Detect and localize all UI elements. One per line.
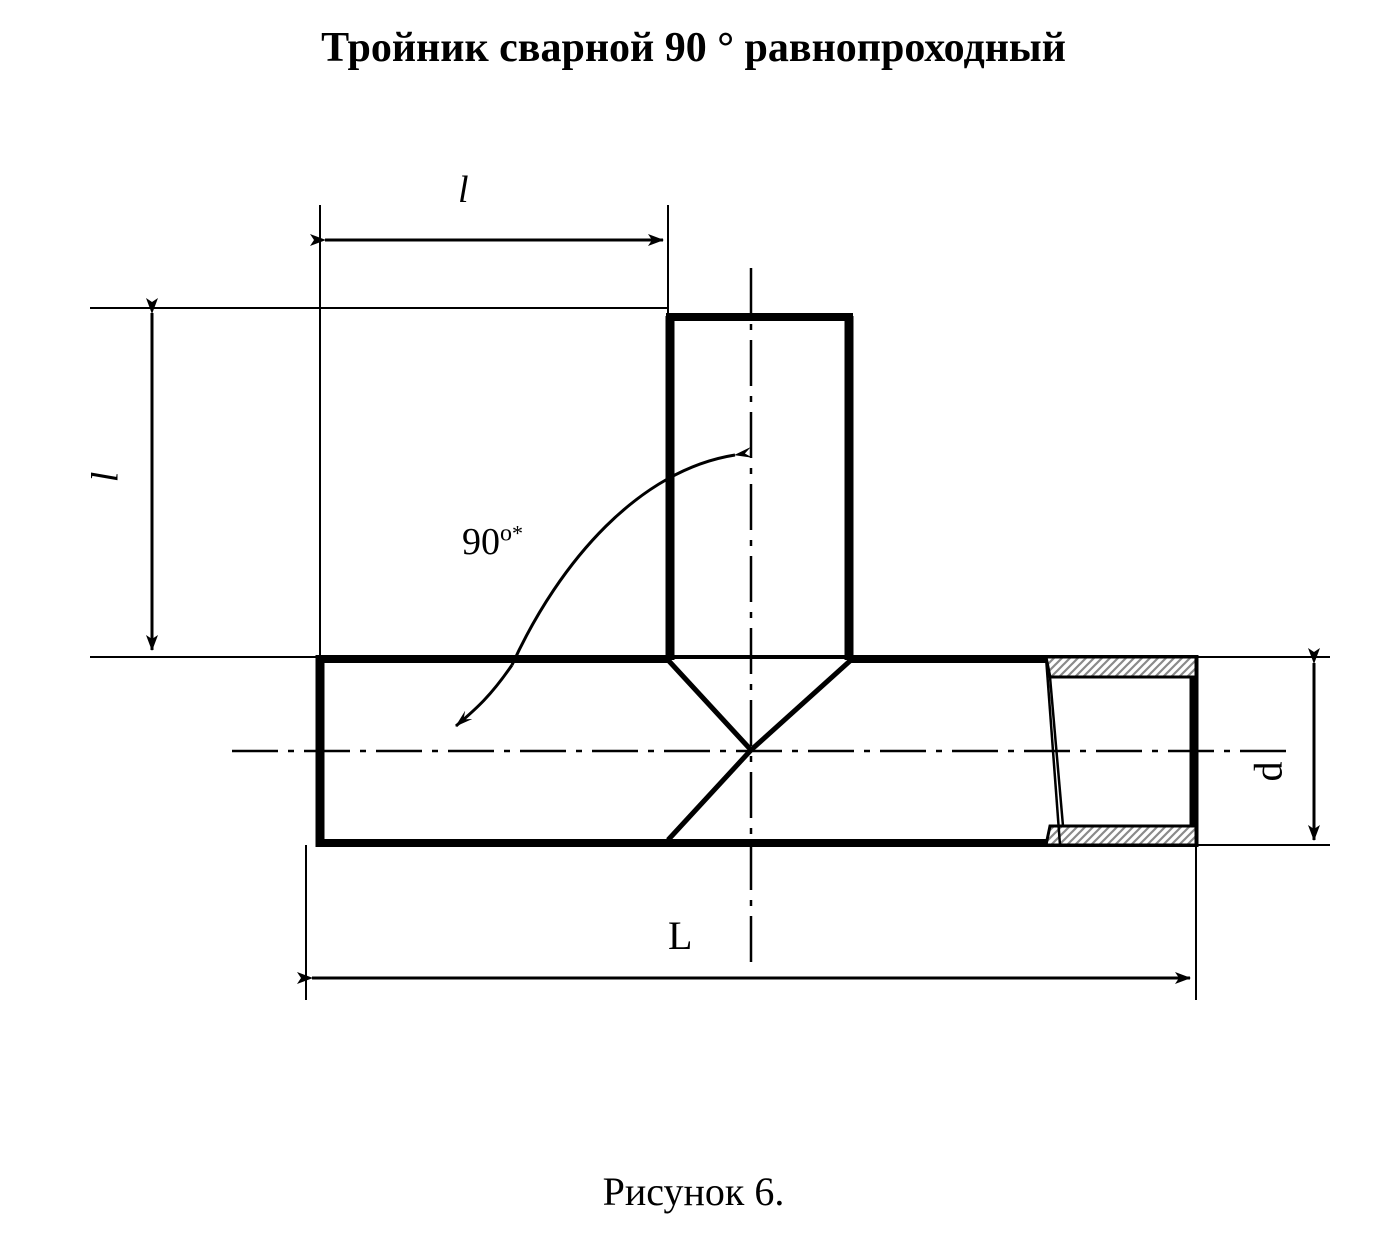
dimension-lines: [152, 240, 1314, 978]
dimension-label-branch-height: l: [84, 471, 127, 483]
center-lines: [232, 268, 1290, 962]
page-title: Тройник сварной 90 ° равнопроходный: [321, 25, 1066, 71]
dimension-label-overall-length: L: [668, 913, 693, 958]
angle-unit: о: [500, 520, 512, 547]
branch-pipe-outline: [666, 316, 853, 660]
figure-caption: Рисунок 6.: [602, 1169, 785, 1214]
angle-value: 90: [462, 521, 500, 563]
angle-footnote-marker: *: [512, 520, 523, 546]
extension-lines: [90, 205, 1330, 1000]
dimension-label-diameter: d: [1245, 761, 1291, 782]
angle-annotation: [462, 520, 523, 564]
dimension-label-branch-length: l: [458, 169, 469, 211]
